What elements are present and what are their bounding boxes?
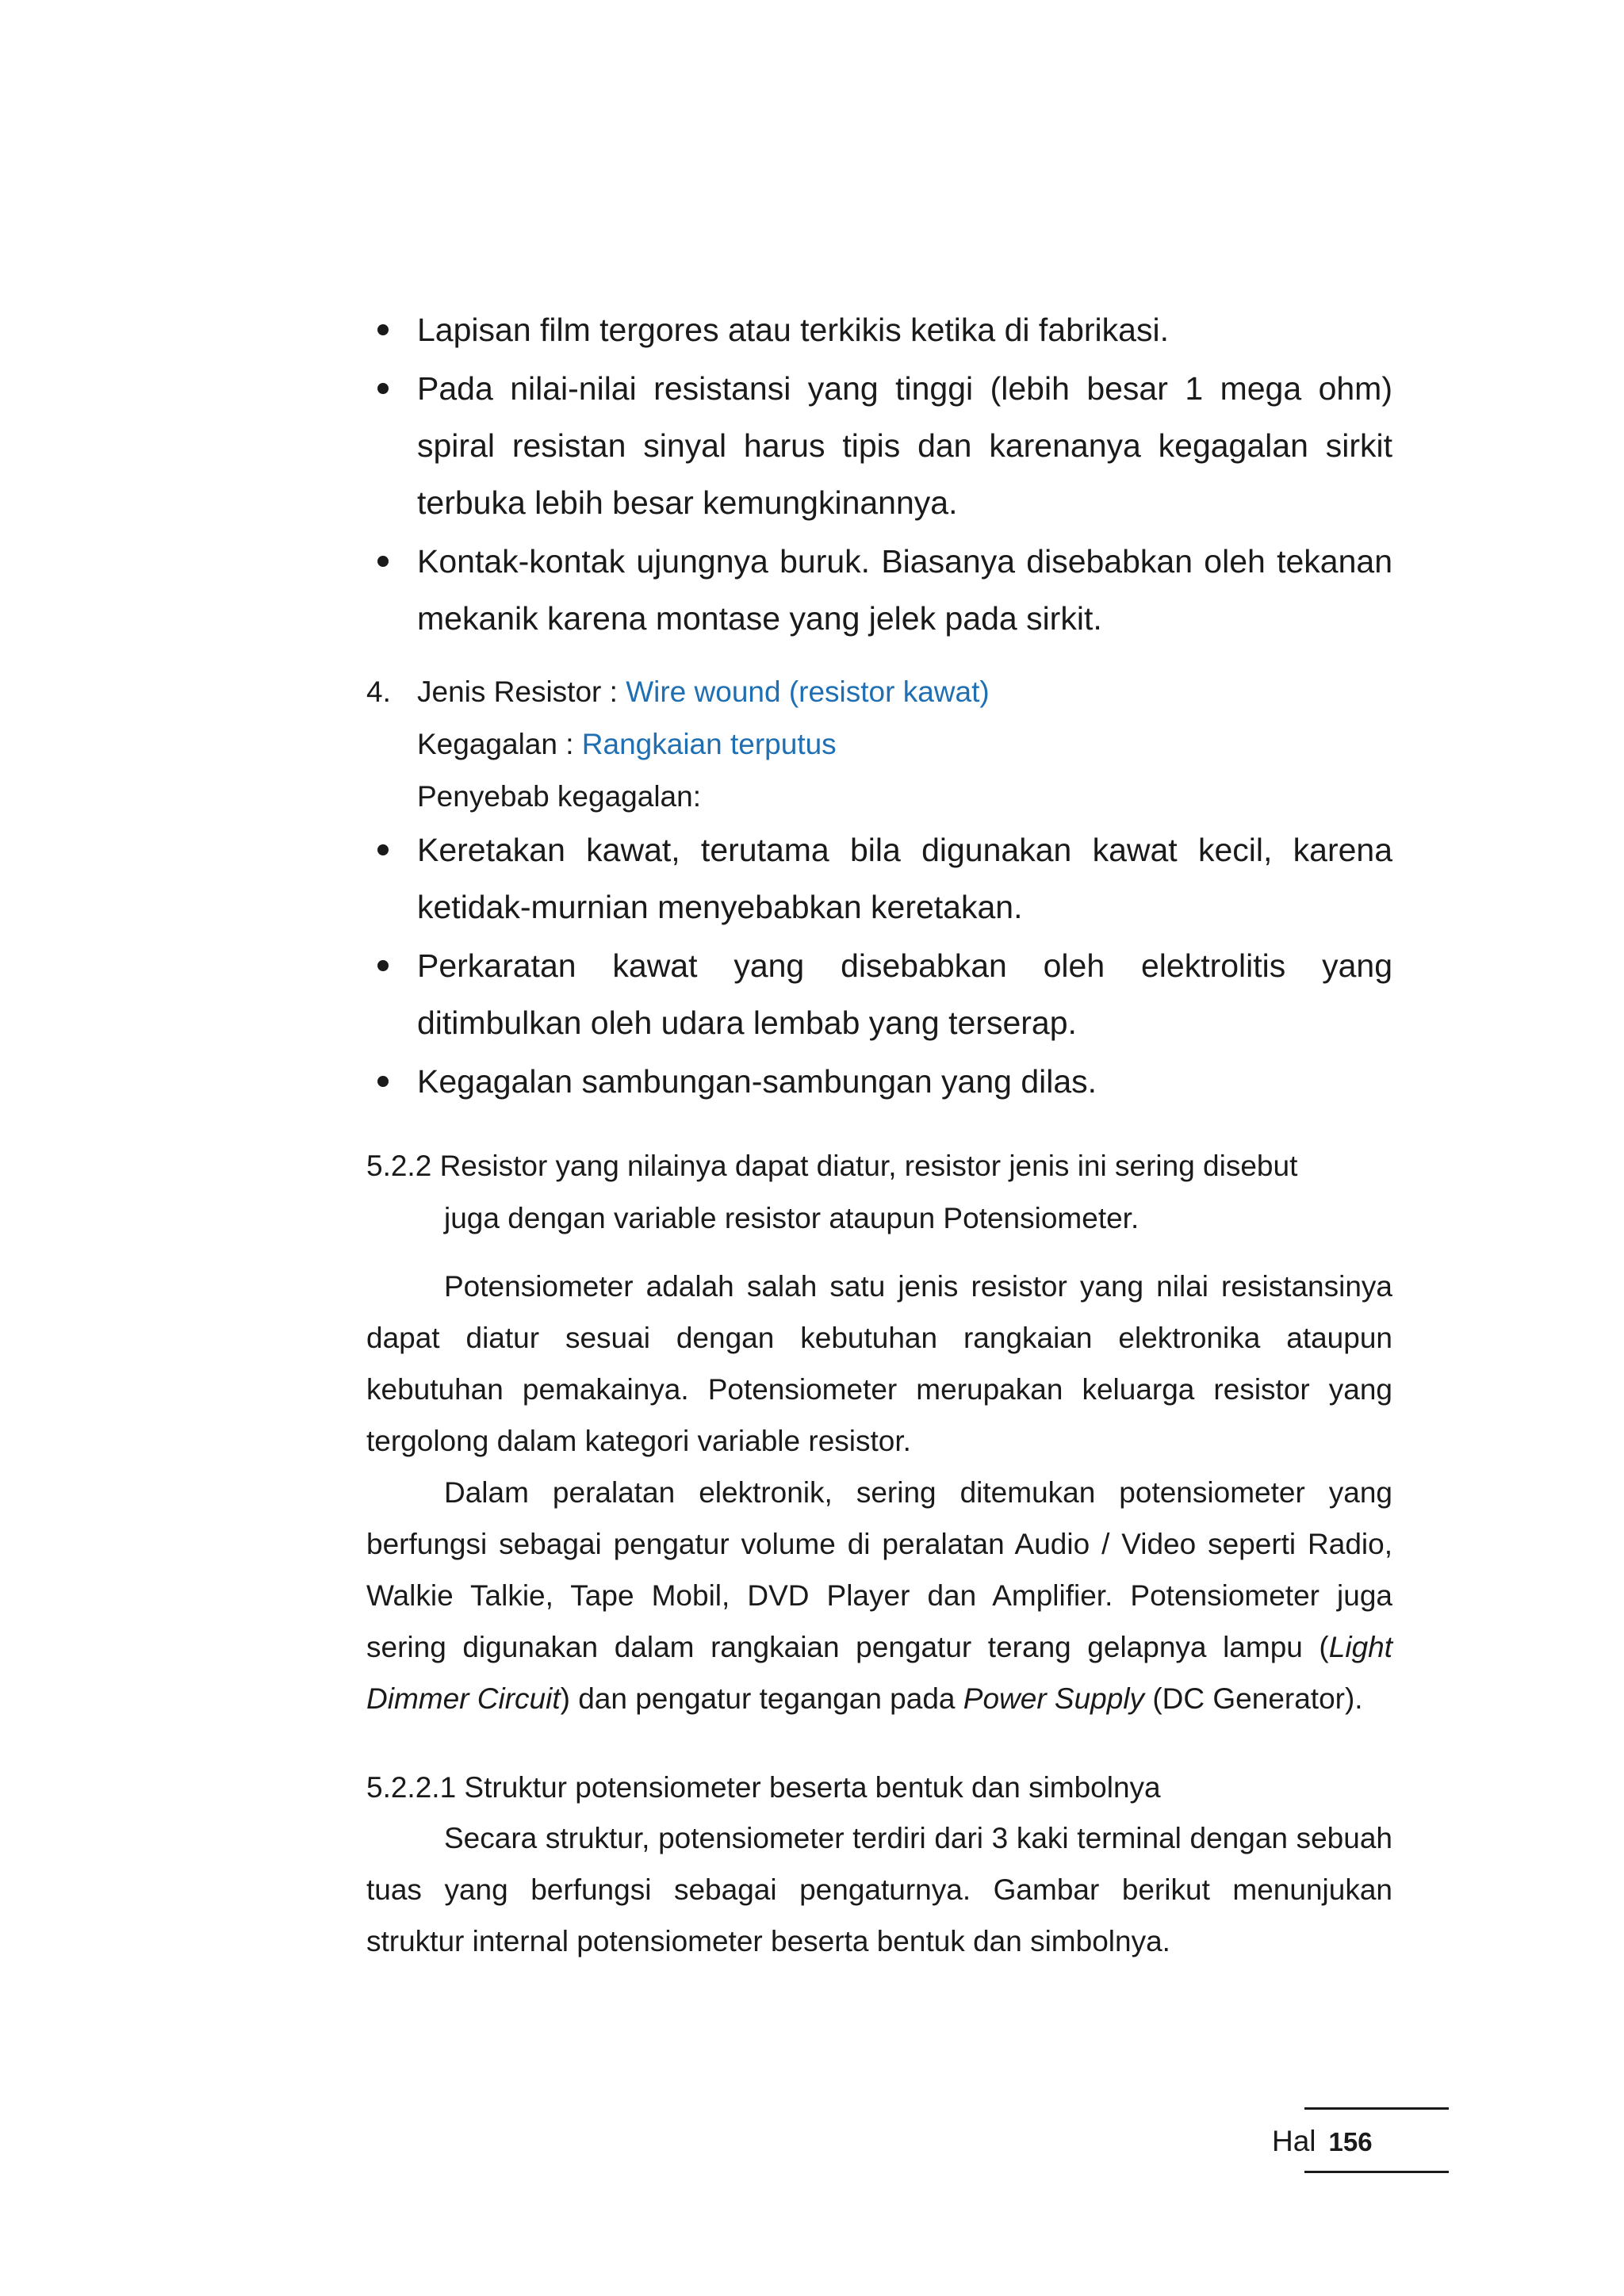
list-item: Perkaratan kawat yang disebabkan oleh elektrolitis yang ditimbulkan oleh udara lembab yang terserap. [417,937,1392,1051]
list-item: Kontak-kontak ujungnya buruk. Biasanya disebabkan oleh tekanan mekanik karena montase yang jelek pada sirkit. [417,533,1392,647]
list-item: Keretakan kawat, terutama bila digunakan kawat kecil, karena ketidak-murnian menyebabkan keretakan. [417,821,1392,936]
paragraph-potensiometer-structure [366,1812,1392,1967]
footer-rule-bottom [1304,2171,1449,2173]
resistor-type-item [366,666,990,718]
list-item: Lapisan film tergores atau terkikis ketika di fabrikasi. [417,301,1392,358]
paragraph-text: Potensiometer adalah salah satu jenis resistor yang nilai resistansinya dapat diatur sesuai dengan kebutuhan rangkaian elektronika ataupun kebutuhan pemakainya. Potensiometer merupakan keluarga resistor yang tergolong dalam kategori variable resistor. [366,1270,1392,1457]
page-number: 156 [1328,2127,1373,2156]
failure-value: Rangkaian terputus [581,728,837,760]
item-number: 4. [366,675,391,708]
list-item: Pada nilai-nilai resistansi yang tinggi (lebih besar 1 mega ohm) spiral resistan sinyal harus tipis dan karenanya kegagalan sirkit terbuka lebih besar kemungkinannya. [417,360,1392,531]
italic-term: Power Supply [963,1682,1145,1715]
paragraph-potensiometer-definition [366,1261,1392,1467]
page-footer [1272,2121,1373,2163]
cause-label: Penyebab kegagalan: [417,780,701,813]
paragraph-text: Dalam peralatan elektronik, sering ditemukan potensiometer yang berfungsi sebagai pengatur volume di peralatan Audio / Video seperti Radio, Walkie Talkie, Tape Mobil, DVD Player dan Amplifier. Potensiometer juga sering digunakan dalam rangkaian pengatur terang gelapnya lampu ( [366,1476,1392,1663]
type-label: Jenis Resistor : [417,675,626,708]
section-heading-5-2-2: 5.2.2 Resistor yang nilainya dapat diatur, resistor jenis ini sering disebut [366,1150,1298,1182]
failure-bullets-wire [417,821,1392,1112]
section-heading-5-2-2-cont: juga dengan variable resistor ataupun Potensiometer. [444,1202,1139,1234]
italic-term: Light Dimmer Circuit [366,1631,1392,1715]
failure-label: Kegagalan : [417,728,582,760]
section-heading-5-2-2-1: 5.2.2.1 Struktur potensiometer beserta bentuk dan simbolnya [366,1771,1161,1804]
failure-bullets-film [417,301,1392,647]
paragraph-text: (DC Generator). [1144,1682,1363,1715]
paragraph-potensiometer-usage [366,1467,1392,1724]
footer-rule-top [1304,2107,1449,2110]
paragraph-text: ) dan pengatur tegangan pada [560,1682,963,1715]
footer-label: Hal [1272,2125,1316,2157]
type-value: Wire wound (resistor kawat) [626,675,990,708]
paragraph-text: Secara struktur, potensiometer terdiri dari 3 kaki terminal dengan sebuah tuas yang berfungsi sebagai pengaturnya. Gambar berikut menunjukan struktur internal potensiometer beserta bentuk dan simbolnya. [366,1822,1392,1957]
list-item: Kegagalan sambungan-sambungan yang dilas. [417,1053,1392,1110]
failure-line [417,718,837,771]
